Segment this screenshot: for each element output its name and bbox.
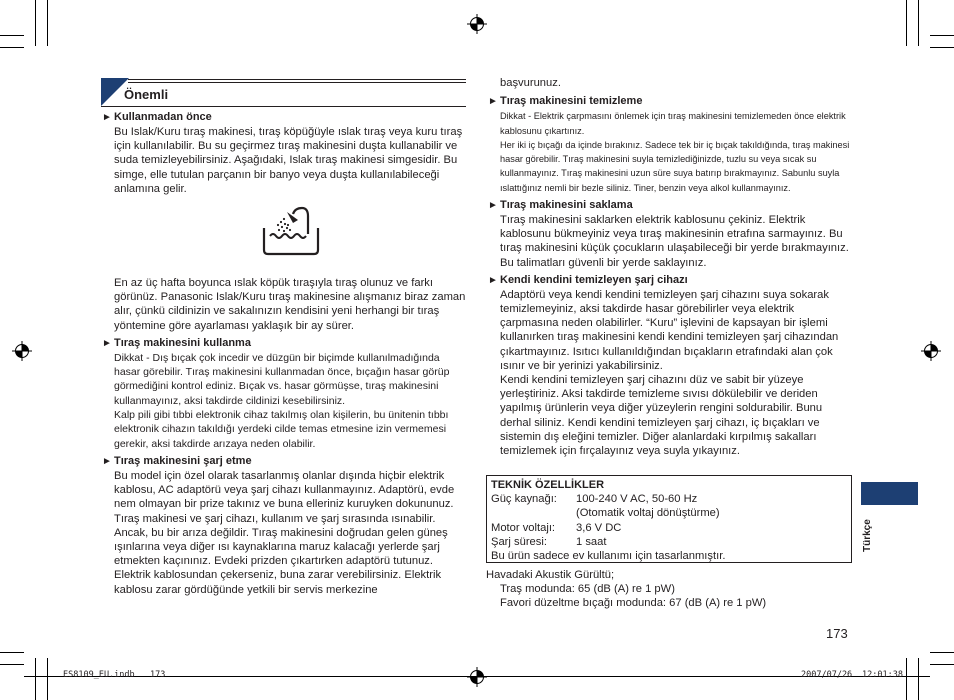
crop-mark: [930, 35, 954, 36]
cleaning-text: Her iki iç bıçağı da içinde bırakınız. Sadece tek bir iç bıçak takıldığında, tıraş makinesi hasar görebilir. Tıraş makinesini suyla temizlediğinizde, tuzlu su veya sıcak su kullanmayınız. Tıraş makinesini uzun süre suya batırıp bırakmayınız. Sabunlu suyla ıslattığınız nemli bir bezle siliniz. Tiner, benzin veya alkol kullanmayınız.: [500, 139, 850, 193]
section-underline: [101, 106, 466, 107]
specs-row: [491, 535, 720, 549]
crop-mark: [47, 658, 48, 700]
specs-note: Bu ürün sadece ev kullanımı için tasarlanmıştır.: [491, 550, 726, 563]
using-pacemaker: Kalp pili gibi tıbbi elektronik cihaz takılmış olan kişilerin, bu ünitenin tıbbı elektronik cihazın takıldığı yerdeki cilde temas etmesine izin vermemesi gerekir, aksi takdirde arızaya neden olabilir.: [114, 409, 449, 450]
left-column: [102, 110, 468, 597]
using-caution: Dikkat - Dış bıçak çok incedir ve düzgün bir biçimde kullanılmadığında hasar görebilir. Tıraş makinesini kullanmadan önce, bıçağın hasar görüp görmediğini kontrol ediniz. Bıçak vs. hasar görmüşse, tıraş makinesini kullanmayınız, aksi takdirde cildinizi kesebilirsiniz.: [114, 351, 450, 407]
arrow-right-icon: ►: [488, 274, 498, 286]
crop-mark: [918, 0, 919, 46]
continued-text: başvurunuz.: [500, 77, 561, 89]
specs-row: [491, 521, 720, 535]
crop-mark: [0, 35, 24, 36]
shower-bathtub-icon: [260, 206, 322, 258]
crop-mark: [35, 658, 36, 700]
icon-area: [102, 196, 468, 276]
crop-mark: [47, 0, 48, 46]
crop-mark: [906, 0, 907, 46]
registration-mark-icon: [12, 341, 32, 361]
before-use-heading: ► Kullanmadan önce: [102, 111, 212, 123]
section-topline: [128, 79, 466, 80]
cleaning-heading: ► Tıraş makinesini temizleme: [488, 95, 643, 108]
noise-line-1: Traş modunda: 65 (dB (A) re 1 pW): [500, 583, 675, 596]
charging-text: Bu model için özel olarak tasarlanmış olanlar dışında hiçbir elektrik kablosu, AC adaptörü veya şarj cihazı kullanmayınız. Adaptörü, evde nem olmayan bir prize takınız ve buna elleriniz kuruyken dokununuz. Tıraş makinesi ve şarj cihazı, kullanım ve şarj sırasında ısınabilir. Ancak, bu bir arıza değildir. Tıraş makinesini doğrudan gelen güneş ışınlarına veya diğer ısı kaynaklarına maruz kalacağı yerlerde şarj etmekten kaçınınız. Evdeki prizden çıkartırken adaptörü tutunuz. Elektrik kablosundan çekerseniz, buna zarar verebilirsiniz. Elektrik kablosu zarar gördüğünde yetkili bir servis merkezine: [114, 469, 455, 596]
before-use-text: Bu Islak/Kuru tıraş makinesi, tıraş köpüğüyle ıslak tıraş veya kuru tıraş için kullanılabilir. Bu su geçirmez tıraş makinesini duşta kullanabilir ve suda temizleyebilirsiniz. Aşağıdaki, Islak tıraş makinesi simgesidir. Bu simge, elle tutulan parçanın bir banyo veya duşta kullanılabileceği anlamına gelir.: [114, 126, 463, 195]
registration-mark-icon: [467, 667, 487, 687]
arrow-right-icon: ►: [488, 199, 498, 211]
registration-mark-icon: [467, 14, 487, 34]
arrow-right-icon: ►: [488, 96, 498, 108]
spec-value: 3,6 V DC: [576, 521, 622, 534]
crop-mark: [906, 658, 907, 700]
charging-heading: ► Tıraş makinesini şarj etme: [102, 454, 252, 467]
spec-label: Şarj süresi:: [491, 535, 547, 548]
section-topline: [128, 82, 466, 83]
registration-mark-icon: [921, 341, 941, 361]
language-label: Türkçe: [862, 519, 873, 552]
footer-file: ES8109_EU.indb: [63, 670, 135, 680]
arrow-right-icon: ►: [102, 337, 112, 349]
language-tab: [861, 482, 918, 505]
specs-row: [491, 492, 720, 506]
self-clean-heading: ► Kendi kendini temizleyen şarj cihazı: [488, 273, 688, 286]
crop-mark: [930, 652, 954, 653]
crop-mark: [0, 652, 24, 653]
storing-heading: ► Tıraş makinesini saklama: [488, 198, 633, 211]
noise-title: Havadaki Akustik Gürültü;: [486, 569, 615, 581]
arrow-right-icon: ►: [102, 112, 112, 123]
crop-mark: [35, 0, 36, 46]
storing-text: Tıraş makinesini saklarken elektrik kablosunu çekiniz. Elektrik kablosunu bükmeyiniz veya tıraş makinesinin etrafına sarmayınız. Bu tıraş makinesini küçük çocukların ulaşabileceği bir yerde bırakmayınız. Bu talimatları güvenli bir yerde saklayınız.: [500, 213, 849, 269]
noise-line-2: Favori düzeltme bıçağı modunda: 67 (dB (A) re 1 pW): [500, 597, 767, 610]
self-clean-text-1: Adaptörü veya kendi kendini temizleyen şarj cihazını suya sokarak temizlemeyiniz, aksi takdirde hasar görebilirler veya elektrik çarpmasına neden olabilirler. “Kuru” işlevini de kapsayan bir işlemi kullanırken tıraş makinesini kendi kendini temizleyen şarj cihazından çıkartmayınız. Isıtıcı kullanıldığından bıçakların etrafındaki alan çok ısınır ve bir yerinizi yakabilirsiniz.: [500, 288, 839, 372]
spec-label: Motor voltajı:: [491, 521, 556, 534]
footer-date: 2007/07/26: [801, 670, 853, 680]
spec-label: [491, 506, 576, 520]
crop-mark: [0, 47, 24, 48]
self-clean-text-2: Kendi kendini temizleyen şarj cihazını düz ve sabit bir yüzeye yerleştiriniz. Aksi takdirde temizleme sıvısı dökülebilir ve deriden yapılmış ürünlerin veya diğer yüzeylerin rengini soldurabilir. Bunu derhal siliniz. Kendi kendini temizleyen şarj cihazı, iç bıçakları ve sistemin dış eleğini temizler. Diğer alanlardaki kırpılmış sakalları temizlemek için fırçalayınız veya suyla yıkayınız.: [500, 374, 823, 458]
spec-value: 1 saat: [576, 535, 607, 548]
page-number: 173: [826, 626, 848, 641]
crop-mark: [918, 658, 919, 700]
specs-row: [491, 506, 720, 520]
spec-label: Güç kaynağı:: [491, 493, 557, 505]
spec-value: (Otomatik voltaj dönüştürme): [576, 507, 720, 520]
spec-value: 100-240 V AC, 50-60 Hz: [576, 493, 698, 505]
footer-page: 173: [150, 670, 166, 680]
right-column: [488, 76, 854, 458]
using-heading: ► Tıraş makinesini kullanma: [102, 336, 251, 349]
crop-mark: [0, 664, 24, 665]
specs-table: [491, 492, 720, 549]
noise-section: [486, 568, 852, 611]
specs-box: [486, 475, 852, 563]
crop-mark: [930, 664, 954, 665]
wet-shave-advice: En az üç hafta boyunca ıslak köpük tıraşıyla tıraş olunuz ve farkı görünüz. Panasonic Islak/Kuru tıraş makinesine alışmanız biraz zaman alır, çünkü cildinizin ve sakalınızın kendisini yeni herhangi bir tıraş yöntemine göre ayarlaması yaklaşık bir ay sürer.: [114, 277, 466, 332]
cleaning-caution: Dikkat - Elektrik çarpmasını önlemek için tıraş makinesini temizlemeden önce elektrik kablosunu çıkartınız.: [500, 111, 846, 136]
specs-title: TEKNİK ÖZELLİKLER: [491, 479, 605, 491]
crop-mark: [930, 47, 954, 48]
footer-time: 12:01:38: [862, 670, 903, 680]
arrow-right-icon: ►: [102, 455, 112, 467]
section-title: Önemli: [124, 87, 169, 102]
